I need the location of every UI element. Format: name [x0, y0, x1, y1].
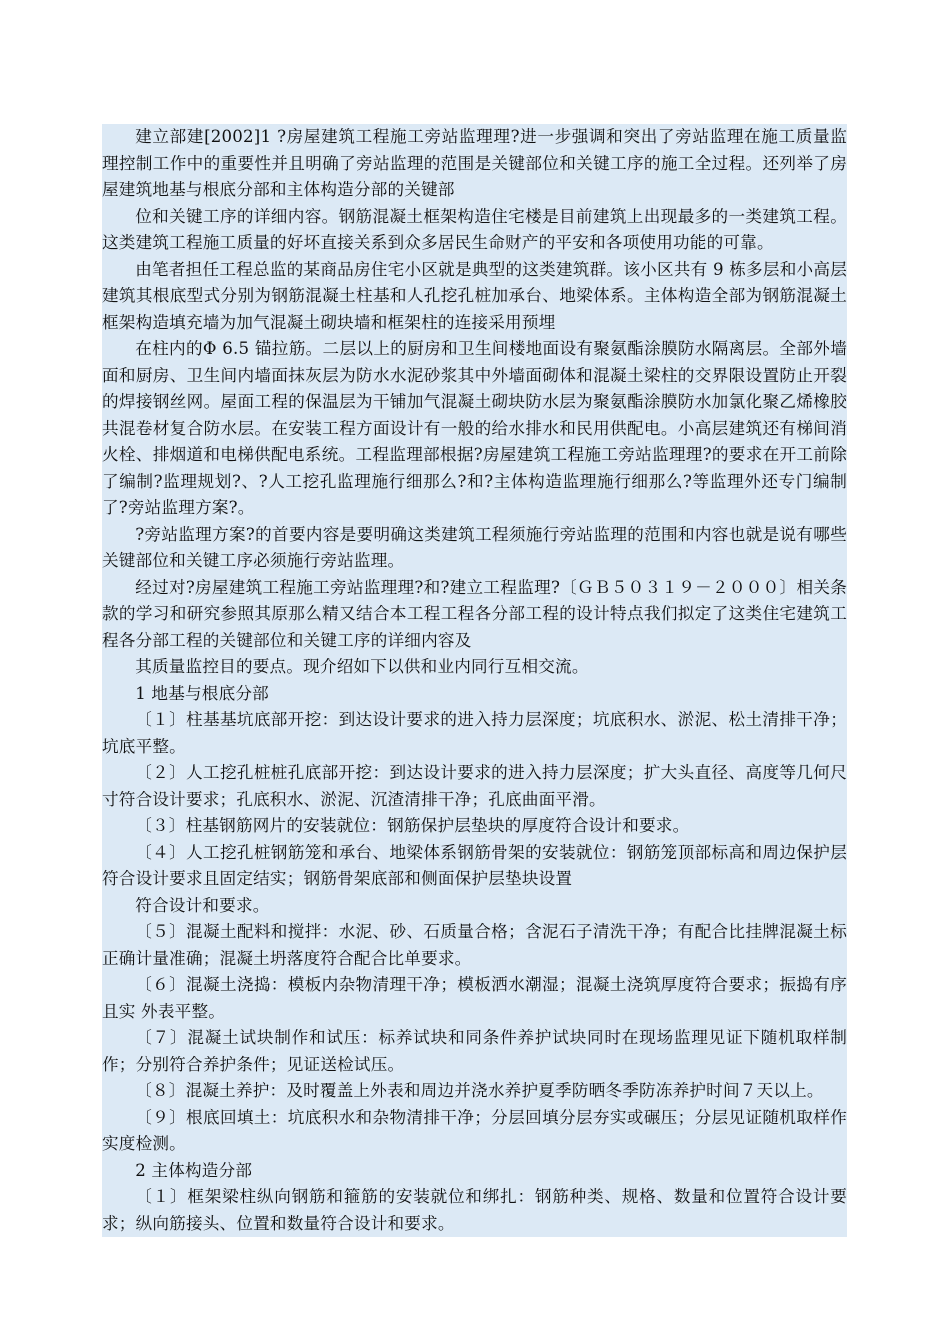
paragraph: 在柱内的Φ 6.5 锚拉筋。二层以上的厨房和卫生间楼地面设有聚氨酯涂膜防水隔离层。全部外墙面和厨房、卫生间内墙面抹灰层为防水水泥砂浆其中外墙面砌体和混凝土梁柱的交界限设置防止开裂的焊接钢丝网。屋面工程的保温层为干铺加气混凝土砌块防水层为聚氨酯涂膜防水加氯化聚乙烯橡胶共混卷材复合防水层。在安装工程方面设计有一般的给水排水和民用供配电。小高层建筑还有梯间消火栓、排烟道和电梯供配电系统。工程监理部根据?房屋建筑工程施工旁站监理理?的要求在开工前除了编制?监理规划?、?人工挖孔监理施行细那么?和?主体构造监理施行细那么?等监理外还专门编制了?旁站监理方案?。 — [102, 336, 847, 522]
document-body — [102, 124, 847, 1237]
paragraph: 由笔者担任工程总监的某商品房住宅小区就是典型的这类建筑群。该小区共有 9 栋多层和小高层建筑其根底型式分别为钢筋混凝土柱基和人孔挖孔桩加承台、地梁体系。主体构造全部为钢筋混凝土框架构造填充墙为加气混凝土砌块墙和框架柱的连接采用预埋 — [102, 257, 847, 337]
list-item: 〔９〕根底回填土：坑底积水和杂物清排干净；分层回填分层夯实或碾压；分层见证随机取样作实度检测。 — [102, 1105, 847, 1158]
list-item: 〔７〕混凝土试块制作和试压：标养试块和同条件养护试块同时在现场监理见证下随机取样制作；分别符合养护条件；见证送检试压。 — [102, 1025, 847, 1078]
section-heading: 2 主体构造分部 — [102, 1158, 847, 1185]
section-heading: 1 地基与根底分部 — [102, 681, 847, 708]
paragraph: 位和关键工序的详细内容。钢筋混凝土框架构造住宅楼是目前建筑上出现最多的一类建筑工程。这类建筑工程施工质量的好坏直接关系到众多居民生命财产的平安和各项使用功能的可靠。 — [102, 204, 847, 257]
paragraph: 建立部建[2002]1 ?房屋建筑工程施工旁站监理理?进一步强调和突出了旁站监理在施工质量监理控制工作中的重要性并且明确了旁站监理的范围是关键部位和关键工序的施工全过程。还列举了房屋建筑地基与根底分部和主体构造分部的关键部 — [102, 124, 847, 204]
list-item: 〔３〕柱基钢筋网片的安装就位：钢筋保护层垫块的厚度符合设计和要求。 — [102, 813, 847, 840]
list-item: 〔６〕混凝土浇捣：模板内杂物清理干净；模板洒水潮湿；混凝土浇筑厚度符合要求；振捣有序且实 外表平整。 — [102, 972, 847, 1025]
paragraph: 其质量监控目的要点。现介绍如下以供和业内同行互相交流。 — [102, 654, 847, 681]
list-item: 〔４〕人工挖孔桩钢筋笼和承台、地梁体系钢筋骨架的安装就位：钢筋笼顶部标高和周边保护层符合设计要求且固定结实；钢筋骨架底部和侧面保护层垫块设置 — [102, 840, 847, 893]
paragraph: ?旁站监理方案?的首要内容是要明确这类建筑工程须施行旁站监理的范围和内容也就是说有哪些关键部位和关键工序必须施行旁站监理。 — [102, 522, 847, 575]
list-item: 〔５〕混凝土配料和搅拌：水泥、砂、石质量合格；含泥石子清洗干净；有配合比挂牌混凝土标正确计量准确；混凝土坍落度符合配合比单要求。 — [102, 919, 847, 972]
list-item: 〔８〕混凝土养护：及时覆盖上外表和周边并浇水养护夏季防晒冬季防冻养护时间７天以上。 — [102, 1078, 847, 1105]
paragraph: 经过对?房屋建筑工程施工旁站监理理?和?建立工程监理?〔ＧＢ５０３１９－２０００〕相关条款的学习和研究参照其原那么精又结合本工程工程各分部工程的设计特点我们拟定了这类住宅建筑工程各分部工程的关键部位和关键工序的详细内容及 — [102, 575, 847, 655]
list-item: 〔１〕柱基基坑底部开挖：到达设计要求的进入持力层深度；坑底积水、淤泥、松土清排干净；坑底平整。 — [102, 707, 847, 760]
paragraph: 符合设计和要求。 — [102, 893, 847, 920]
list-item: 〔１〕框架梁柱纵向钢筋和箍筋的安装就位和绑扎：钢筋种类、规格、数量和位置符合设计要求；纵向筋接头、位置和数量符合设计和要求。 — [102, 1184, 847, 1237]
list-item: 〔２〕人工挖孔桩桩孔底部开挖：到达设计要求的进入持力层深度；扩大头直径、高度等几何尺寸符合设计要求；孔底积水、淤泥、沉渣清排干净；孔底曲面平滑。 — [102, 760, 847, 813]
